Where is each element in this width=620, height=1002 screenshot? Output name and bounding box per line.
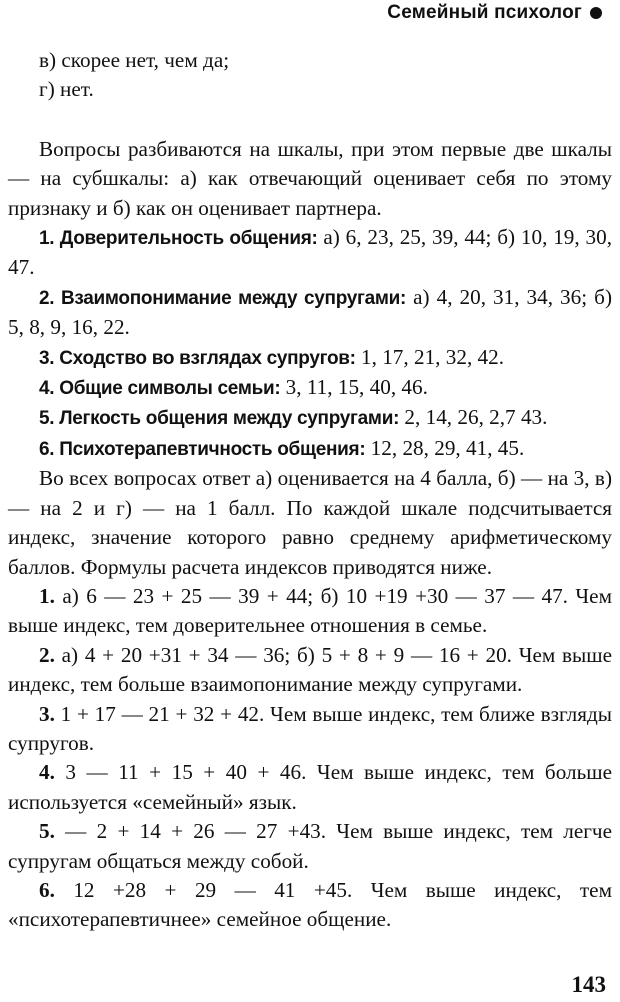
scale-2-items: а) 4, 20, 31, 34, 36; б) 5, 8, 9, 16, 22. <box>8 284 612 340</box>
scale-3-title: 3. Сходство во взглядах супругов: <box>39 347 356 369</box>
scale-1-items: а) 6, 23, 25, 39, 44; б) 10, 19, 30, 47. <box>8 225 612 280</box>
formula-2-text: а) 4 + 20 +31 + 34 — 36; б) 5 + 8 + 9 — 16 + 20. Чем выше индекс, тем больше взаимопонимание между супругами. <box>8 642 612 697</box>
scale-1-title: 1. Доверительность общения: <box>39 228 318 250</box>
formula-5 <box>8 817 612 876</box>
page-body <box>8 46 612 935</box>
running-title: Семейный психолог <box>387 2 582 23</box>
formula-1-number: 1. <box>39 583 55 608</box>
scale-3 <box>8 343 612 373</box>
formula-5-number: 5. <box>39 819 55 844</box>
formula-4-number: 4. <box>39 760 55 785</box>
scale-2 <box>8 283 612 343</box>
formula-6 <box>8 876 612 935</box>
paragraph-gap <box>8 105 612 135</box>
running-head <box>387 2 602 24</box>
scale-1 <box>8 223 612 283</box>
formula-4 <box>8 758 612 817</box>
formula-4-text: 3 — 11 + 15 + 40 + 46. Чем выше индекс, тем больше используется «семейный» язык. <box>8 760 612 814</box>
scale-2-title: 2. Взаимопонимание между супругами: <box>39 287 407 309</box>
option-v: в) скорее нет, чем да; <box>39 48 230 72</box>
scale-5-items: 2, 14, 26, 2,7 43. <box>399 405 548 430</box>
formula-5-text: — 2 + 14 + 26 — 27 +43. Чем выше индекс, тем легче супругам общаться между собой. <box>8 819 612 873</box>
intro-paragraph: Вопросы разбиваются на шкалы, при этом первые две шкалы— на субшкалы: а) как отвечающий оценивает себя по этому признаку и б) как он оценивает партнера. <box>8 136 612 220</box>
formula-6-text: 12 +28 + 29 — 41 +45. Чем выше индекс, тем «психотерапевтичнее» семейное общение. <box>8 877 612 932</box>
formula-3-text: 1 + 17 — 21 + 32 + 42. Чем выше индекс, тем ближе взгляды супругов. <box>8 701 612 755</box>
scale-6-items: 12, 28, 29, 41, 45. <box>365 435 525 460</box>
scoring-paragraph: Во всех вопросах ответ а) оценивается на 4 балла, б) — на 3, в) — на 2 и г) — на 1 балл. По каждой шкале подсчитывается индекс, значение которого равно среднему арифметическому баллов. Формулы расчета индексов приводятся ниже. <box>8 466 612 579</box>
formula-6-number: 6. <box>39 877 55 902</box>
scale-3-items: 1, 17, 21, 32, 42. <box>355 344 505 369</box>
scale-4-items: 3, 11, 15, 40, 46. <box>280 375 428 400</box>
page-number: 143 <box>571 972 606 997</box>
formula-2-number: 2. <box>39 642 55 667</box>
scale-4-title: 4. Общие символы семьи: <box>39 378 281 400</box>
formula-3 <box>8 700 612 759</box>
formula-2 <box>8 641 612 700</box>
scale-5-title: 5. Легкость общения между супругами: <box>39 408 400 430</box>
formula-3-number: 3. <box>39 701 55 726</box>
formula-1-text: а) 6 — 23 + 25 — 39 + 44; б) 10 +19 +30 — 37 — 47. Чем выше индекс, тем доверительнее отношения в семье. <box>8 583 612 638</box>
scale-6 <box>8 434 612 464</box>
scale-6-title: 6. Психотерапевтичность общения: <box>39 438 366 460</box>
option-g: г) нет. <box>39 77 94 102</box>
scale-5 <box>8 403 612 433</box>
scale-4 <box>8 373 612 403</box>
formula-1 <box>8 582 612 641</box>
bullet-dot-icon <box>590 7 602 19</box>
